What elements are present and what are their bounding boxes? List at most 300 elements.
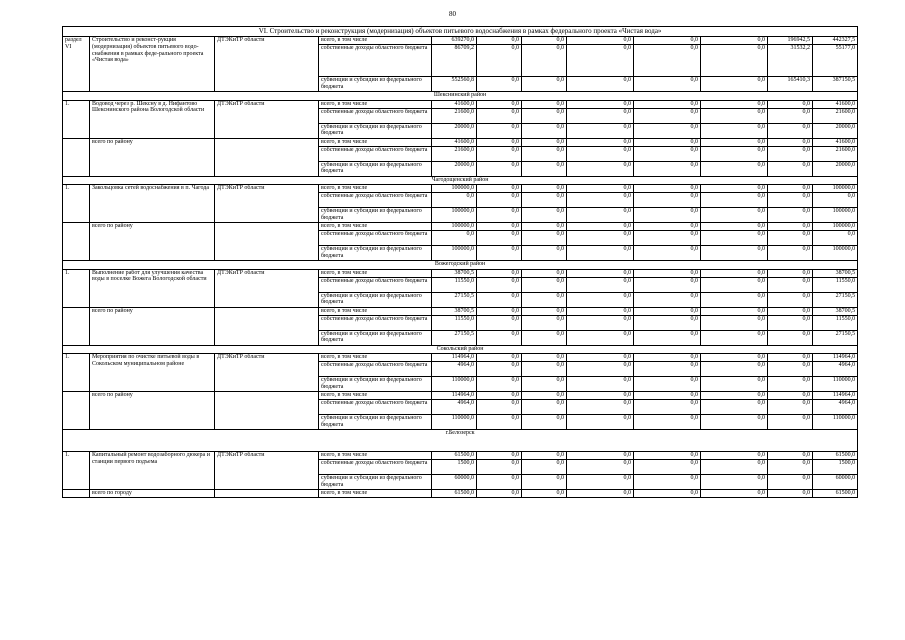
district-name: Шекснинский район xyxy=(63,92,858,101)
amount-cell: 38700,5 xyxy=(813,307,858,315)
amount-cell: 0,0 xyxy=(477,138,522,146)
amount-cell: 0,0 xyxy=(522,208,567,223)
amount-cell: 0,0 xyxy=(768,100,813,108)
amount-cell: 0,0 xyxy=(522,400,567,415)
amount-cell: 0,0 xyxy=(634,269,701,277)
amount-cell: 0,0 xyxy=(768,307,813,315)
amount-cell: 0,0 xyxy=(701,362,768,377)
district-row xyxy=(63,92,858,101)
amount-cell: 31532,2 xyxy=(768,45,813,77)
amount-cell: 41600,0 xyxy=(813,100,858,108)
amount-cell: 165410,3 xyxy=(768,77,813,92)
funding-source: всего, в том числе xyxy=(319,452,432,460)
funding-source: всего, в том числе xyxy=(319,269,432,277)
amount-cell: 0,0 xyxy=(634,354,701,362)
amount-cell: 0,0 xyxy=(701,269,768,277)
amount-cell: 100000,0 xyxy=(813,246,858,261)
amount-cell: 0,0 xyxy=(477,330,522,345)
object-name: Закольцовка сетей водоснабжения в п. Чагода xyxy=(90,185,215,223)
amount-cell: 110000,0 xyxy=(432,415,477,430)
amount-cell: 0,0 xyxy=(634,392,701,400)
amount-cell: 4964,0 xyxy=(432,400,477,415)
amount-cell: 387150,5 xyxy=(813,77,858,92)
funding-source: всего, в том числе xyxy=(319,138,432,146)
funding-source: собственные доходы областного бюджета xyxy=(319,193,432,208)
amount-cell: 0,0 xyxy=(634,475,701,490)
district-row xyxy=(63,345,858,354)
amount-cell: 38700,5 xyxy=(432,307,477,315)
row-number xyxy=(63,223,90,261)
amount-cell: 38700,5 xyxy=(813,269,858,277)
amount-cell: 114964,0 xyxy=(432,354,477,362)
amount-cell: 4964,0 xyxy=(432,362,477,377)
amount-cell: 0,0 xyxy=(768,269,813,277)
amount-cell: 0,0 xyxy=(522,377,567,392)
amount-cell: 20000,0 xyxy=(813,161,858,176)
row-number: 1. xyxy=(63,100,90,138)
amount-cell: 0,0 xyxy=(634,185,701,193)
table-row xyxy=(63,185,858,193)
row-number xyxy=(63,307,90,345)
table-title-row xyxy=(63,27,858,37)
amount-cell: 0,0 xyxy=(701,138,768,146)
amount-cell: 0,0 xyxy=(477,100,522,108)
funding-source: субвенции и субсидии из федерального бюджета xyxy=(319,123,432,138)
amount-cell: 100000,0 xyxy=(432,246,477,261)
amount-cell: 0,0 xyxy=(701,231,768,246)
amount-cell: 0,0 xyxy=(567,45,634,77)
amount-cell: 0,0 xyxy=(701,223,768,231)
amount-cell: 61500,0 xyxy=(813,490,858,498)
budget-table xyxy=(62,26,858,498)
executor: ДТЭКиТР области xyxy=(215,37,319,92)
funding-source: всего, в том числе xyxy=(319,100,432,108)
amount-cell: 0,0 xyxy=(477,246,522,261)
amount-cell: 0,0 xyxy=(701,400,768,415)
executor: ДТЭКиТР области xyxy=(215,354,319,392)
amount-cell: 0,0 xyxy=(634,77,701,92)
amount-cell: 0,0 xyxy=(768,231,813,246)
district-name: Вожегодский район xyxy=(63,261,858,270)
object-name: всего по району xyxy=(90,223,215,261)
amount-cell: 0,0 xyxy=(768,138,813,146)
executor xyxy=(215,223,319,261)
amount-cell: 0,0 xyxy=(477,108,522,123)
amount-cell: 0,0 xyxy=(701,246,768,261)
amount-cell: 20000,0 xyxy=(432,123,477,138)
amount-cell: 0,0 xyxy=(567,415,634,430)
amount-cell: 0,0 xyxy=(522,415,567,430)
amount-cell: 1500,0 xyxy=(432,460,477,475)
amount-cell: 0,0 xyxy=(522,161,567,176)
amount-cell: 0,0 xyxy=(634,362,701,377)
funding-source: субвенции и субсидии из федерального бюджета xyxy=(319,475,432,490)
executor: ДТЭКиТР области xyxy=(215,185,319,223)
amount-cell: 0,0 xyxy=(701,193,768,208)
row-number: 1. xyxy=(63,354,90,392)
amount-cell: 11550,0 xyxy=(813,315,858,330)
amount-cell: 0,0 xyxy=(634,452,701,460)
amount-cell: 0,0 xyxy=(567,123,634,138)
amount-cell: 60000,0 xyxy=(432,475,477,490)
executor xyxy=(215,138,319,176)
amount-cell: 0,0 xyxy=(634,161,701,176)
amount-cell: 100000,0 xyxy=(813,223,858,231)
amount-cell: 0,0 xyxy=(768,123,813,138)
amount-cell: 4964,0 xyxy=(813,400,858,415)
amount-cell: 0,0 xyxy=(634,138,701,146)
amount-cell: 0,0 xyxy=(477,307,522,315)
district-row xyxy=(63,176,858,185)
row-number xyxy=(63,490,90,498)
amount-cell: 0,0 xyxy=(522,354,567,362)
district-name: Чагодощенский район xyxy=(63,176,858,185)
amount-cell: 100000,0 xyxy=(432,223,477,231)
funding-source: собственные доходы областного бюджета xyxy=(319,231,432,246)
amount-cell: 21600,0 xyxy=(813,146,858,161)
object-name: всего по району xyxy=(90,138,215,176)
amount-cell: 0,0 xyxy=(768,208,813,223)
funding-source: собственные доходы областного бюджета xyxy=(319,400,432,415)
amount-cell: 0,0 xyxy=(634,490,701,498)
executor: ДТЭКиТР области xyxy=(215,452,319,490)
amount-cell: 0,0 xyxy=(634,292,701,307)
amount-cell: 0,0 xyxy=(634,415,701,430)
amount-cell: 0,0 xyxy=(567,108,634,123)
row-number xyxy=(63,392,90,430)
amount-cell: 4964,0 xyxy=(813,362,858,377)
district-row xyxy=(63,430,858,452)
funding-source: всего, в том числе xyxy=(319,185,432,193)
amount-cell: 0,0 xyxy=(701,161,768,176)
amount-cell: 0,0 xyxy=(567,475,634,490)
amount-cell: 0,0 xyxy=(567,277,634,292)
amount-cell: 0,0 xyxy=(634,37,701,45)
row-number: 1. xyxy=(63,185,90,223)
funding-source: собственные доходы областного бюджета xyxy=(319,108,432,123)
amount-cell: 0,0 xyxy=(567,193,634,208)
amount-cell: 11550,0 xyxy=(432,315,477,330)
amount-cell: 0,0 xyxy=(567,100,634,108)
object-name: Мероприятия по очистке питьевой воды в Сокольском муниципальном районе xyxy=(90,354,215,392)
row-number: раздел VI xyxy=(63,37,90,92)
funding-source: всего, в том числе xyxy=(319,392,432,400)
amount-cell: 21600,0 xyxy=(432,108,477,123)
amount-cell: 0,0 xyxy=(522,307,567,315)
amount-cell: 0,0 xyxy=(567,185,634,193)
amount-cell: 0,0 xyxy=(701,37,768,45)
amount-cell: 0,0 xyxy=(567,452,634,460)
amount-cell: 20000,0 xyxy=(432,161,477,176)
amount-cell: 21600,0 xyxy=(813,108,858,123)
table-row xyxy=(63,392,858,400)
amount-cell: 110000,0 xyxy=(813,415,858,430)
amount-cell: 27150,5 xyxy=(432,330,477,345)
amount-cell: 0,0 xyxy=(477,161,522,176)
funding-source: всего, в том числе xyxy=(319,354,432,362)
amount-cell: 0,0 xyxy=(522,146,567,161)
amount-cell: 0,0 xyxy=(522,315,567,330)
amount-cell: 0,0 xyxy=(634,108,701,123)
funding-source: всего, в том числе xyxy=(319,490,432,498)
object-name: всего по городу xyxy=(90,490,215,498)
amount-cell: 0,0 xyxy=(567,490,634,498)
amount-cell: 0,0 xyxy=(522,452,567,460)
amount-cell: 114964,0 xyxy=(813,392,858,400)
amount-cell: 0,0 xyxy=(477,475,522,490)
executor xyxy=(215,490,319,498)
funding-source: субвенции и субсидии из федерального бюджета xyxy=(319,292,432,307)
table-row xyxy=(63,223,858,231)
amount-cell: 0,0 xyxy=(432,231,477,246)
amount-cell: 0,0 xyxy=(477,208,522,223)
amount-cell: 0,0 xyxy=(701,77,768,92)
amount-cell: 0,0 xyxy=(477,452,522,460)
amount-cell: 0,0 xyxy=(522,185,567,193)
amount-cell: 552560,8 xyxy=(432,77,477,92)
funding-source: субвенции и субсидии из федерального бюджета xyxy=(319,246,432,261)
amount-cell: 0,0 xyxy=(522,77,567,92)
amount-cell: 0,0 xyxy=(477,146,522,161)
amount-cell: 0,0 xyxy=(477,292,522,307)
amount-cell: 0,0 xyxy=(477,223,522,231)
amount-cell: 110000,0 xyxy=(432,377,477,392)
amount-cell: 0,0 xyxy=(567,231,634,246)
amount-cell: 0,0 xyxy=(477,377,522,392)
amount-cell: 0,0 xyxy=(634,460,701,475)
amount-cell: 41600,0 xyxy=(432,138,477,146)
amount-cell: 38700,5 xyxy=(432,269,477,277)
amount-cell: 0,0 xyxy=(701,185,768,193)
amount-cell: 0,0 xyxy=(477,269,522,277)
table-title: VI. Строительство и реконструкция (модернизация) объектов питьевого водоснабжения в рамках федерального проекта «Чистая вода» xyxy=(63,27,858,37)
funding-source: собственные доходы областного бюджета xyxy=(319,146,432,161)
amount-cell: 0,0 xyxy=(768,193,813,208)
amount-cell: 0,0 xyxy=(701,452,768,460)
amount-cell: 0,0 xyxy=(522,269,567,277)
amount-cell: 114964,0 xyxy=(432,392,477,400)
amount-cell: 0,0 xyxy=(634,123,701,138)
object-name: Строительство и реконст-рукция (модернизация) объектов питьевого водо-снабжения в рамках феде-рального проекта «Чистая вода» xyxy=(90,37,215,92)
amount-cell: 0,0 xyxy=(477,77,522,92)
amount-cell: 61500,0 xyxy=(432,490,477,498)
table-row xyxy=(63,269,858,277)
amount-cell: 0,0 xyxy=(634,100,701,108)
amount-cell: 0,0 xyxy=(634,193,701,208)
amount-cell: 0,0 xyxy=(768,452,813,460)
executor: ДТЭКиТР области xyxy=(215,269,319,307)
amount-cell: 0,0 xyxy=(768,392,813,400)
amount-cell: 0,0 xyxy=(701,100,768,108)
amount-cell: 0,0 xyxy=(477,460,522,475)
amount-cell: 0,0 xyxy=(634,330,701,345)
amount-cell: 0,0 xyxy=(477,362,522,377)
amount-cell: 0,0 xyxy=(522,138,567,146)
district-row xyxy=(63,261,858,270)
object-name: Выполнение работ для улучшения качества воды в поселке Вожега Вологодской области xyxy=(90,269,215,307)
funding-source: собственные доходы областного бюджета xyxy=(319,315,432,330)
amount-cell: 0,0 xyxy=(522,362,567,377)
amount-cell: 60000,0 xyxy=(813,475,858,490)
amount-cell: 0,0 xyxy=(634,45,701,77)
amount-cell: 0,0 xyxy=(522,277,567,292)
amount-cell: 0,0 xyxy=(634,208,701,223)
object-name: всего по району xyxy=(90,392,215,430)
amount-cell: 110000,0 xyxy=(813,377,858,392)
amount-cell: 0,0 xyxy=(522,45,567,77)
amount-cell: 0,0 xyxy=(477,277,522,292)
amount-cell: 0,0 xyxy=(634,231,701,246)
row-number: 1. xyxy=(63,452,90,490)
amount-cell: 0,0 xyxy=(701,315,768,330)
table-row xyxy=(63,307,858,315)
amount-cell: 100000,0 xyxy=(813,185,858,193)
amount-cell: 0,0 xyxy=(567,269,634,277)
executor xyxy=(215,307,319,345)
amount-cell: 0,0 xyxy=(701,307,768,315)
amount-cell: 0,0 xyxy=(477,315,522,330)
amount-cell: 100000,0 xyxy=(432,185,477,193)
amount-cell: 0,0 xyxy=(634,315,701,330)
amount-cell: 0,0 xyxy=(477,354,522,362)
object-name: Капитальный ремонт водозаборного дюкера и станции первого подъема xyxy=(90,452,215,490)
amount-cell: 0,0 xyxy=(701,460,768,475)
table-row xyxy=(63,100,858,108)
amount-cell: 27150,5 xyxy=(813,292,858,307)
amount-cell: 0,0 xyxy=(768,185,813,193)
row-number xyxy=(63,138,90,176)
amount-cell: 0,0 xyxy=(701,354,768,362)
table-row xyxy=(63,354,858,362)
amount-cell: 0,0 xyxy=(522,330,567,345)
amount-cell: 442327,5 xyxy=(813,37,858,45)
page-number: 80 xyxy=(449,10,456,18)
amount-cell: 27150,5 xyxy=(813,330,858,345)
amount-cell: 0,0 xyxy=(567,354,634,362)
funding-source: собственные доходы областного бюджета xyxy=(319,460,432,475)
funding-source: субвенции и субсидии из федерального бюджета xyxy=(319,415,432,430)
amount-cell: 0,0 xyxy=(813,231,858,246)
amount-cell: 0,0 xyxy=(477,231,522,246)
amount-cell: 0,0 xyxy=(522,108,567,123)
object-name: всего по району xyxy=(90,307,215,345)
amount-cell: 0,0 xyxy=(567,392,634,400)
amount-cell: 41600,0 xyxy=(813,138,858,146)
amount-cell: 0,0 xyxy=(768,354,813,362)
district-name: Сокольский район xyxy=(63,345,858,354)
amount-cell: 114964,0 xyxy=(813,354,858,362)
amount-cell: 0,0 xyxy=(522,490,567,498)
amount-cell: 0,0 xyxy=(522,231,567,246)
amount-cell: 0,0 xyxy=(813,193,858,208)
table-row xyxy=(63,452,858,460)
amount-cell: 0,0 xyxy=(701,45,768,77)
amount-cell: 0,0 xyxy=(567,362,634,377)
amount-cell: 0,0 xyxy=(477,392,522,400)
amount-cell: 11550,0 xyxy=(813,277,858,292)
amount-cell: 0,0 xyxy=(701,415,768,430)
amount-cell: 0,0 xyxy=(701,123,768,138)
amount-cell: 0,0 xyxy=(522,123,567,138)
amount-cell: 0,0 xyxy=(701,330,768,345)
amount-cell: 27150,5 xyxy=(432,292,477,307)
amount-cell: 0,0 xyxy=(634,307,701,315)
amount-cell: 0,0 xyxy=(768,246,813,261)
amount-cell: 0,0 xyxy=(768,490,813,498)
amount-cell: 0,0 xyxy=(768,161,813,176)
amount-cell: 21600,0 xyxy=(432,146,477,161)
amount-cell: 100000,0 xyxy=(432,208,477,223)
amount-cell: 55177,0 xyxy=(813,45,858,77)
funding-source: собственные доходы областного бюджета xyxy=(319,277,432,292)
amount-cell: 0,0 xyxy=(768,146,813,161)
amount-cell: 0,0 xyxy=(701,208,768,223)
amount-cell: 0,0 xyxy=(768,292,813,307)
amount-cell: 0,0 xyxy=(567,292,634,307)
amount-cell: 0,0 xyxy=(567,223,634,231)
amount-cell: 1500,0 xyxy=(813,460,858,475)
amount-cell: 11550,0 xyxy=(432,277,477,292)
amount-cell: 0,0 xyxy=(477,185,522,193)
amount-cell: 0,0 xyxy=(567,208,634,223)
amount-cell: 0,0 xyxy=(701,146,768,161)
amount-cell: 86709,2 xyxy=(432,45,477,77)
amount-cell: 0,0 xyxy=(768,362,813,377)
amount-cell: 100000,0 xyxy=(813,208,858,223)
amount-cell: 0,0 xyxy=(522,460,567,475)
funding-source: собственные доходы областного бюджета xyxy=(319,45,432,77)
funding-source: субвенции и субсидии из федерального бюджета xyxy=(319,377,432,392)
funding-source: всего, в том числе xyxy=(319,37,432,45)
amount-cell: 0,0 xyxy=(768,330,813,345)
row-number: 1. xyxy=(63,269,90,307)
amount-cell: 0,0 xyxy=(701,490,768,498)
amount-cell: 0,0 xyxy=(634,223,701,231)
amount-cell: 0,0 xyxy=(522,292,567,307)
table-row xyxy=(63,37,858,45)
amount-cell: 0,0 xyxy=(634,277,701,292)
amount-cell: 0,0 xyxy=(522,100,567,108)
amount-cell: 0,0 xyxy=(634,246,701,261)
funding-source: субвенции и субсидии из федерального бюджета xyxy=(319,208,432,223)
amount-cell: 0,0 xyxy=(567,330,634,345)
amount-cell: 0,0 xyxy=(701,108,768,123)
amount-cell: 0,0 xyxy=(522,193,567,208)
amount-cell: 0,0 xyxy=(522,223,567,231)
amount-cell: 639270,0 xyxy=(432,37,477,45)
funding-source: субвенции и субсидии из федерального бюджета xyxy=(319,77,432,92)
amount-cell: 0,0 xyxy=(522,475,567,490)
amount-cell: 0,0 xyxy=(768,415,813,430)
amount-cell: 0,0 xyxy=(567,77,634,92)
executor: ДТЭКиТР области xyxy=(215,100,319,138)
table-row xyxy=(63,138,858,146)
object-name: Водовод через р. Шексну в д. Нифантово Шекснинского района Вологодской области xyxy=(90,100,215,138)
amount-cell: 0,0 xyxy=(768,377,813,392)
amount-cell: 0,0 xyxy=(567,146,634,161)
funding-source: всего, в том числе xyxy=(319,307,432,315)
amount-cell: 0,0 xyxy=(567,315,634,330)
amount-cell: 0,0 xyxy=(701,377,768,392)
amount-cell: 0,0 xyxy=(432,193,477,208)
amount-cell: 0,0 xyxy=(522,37,567,45)
executor xyxy=(215,392,319,430)
amount-cell: 0,0 xyxy=(634,400,701,415)
table-row xyxy=(63,490,858,498)
amount-cell: 0,0 xyxy=(768,223,813,231)
amount-cell: 196942,5 xyxy=(768,37,813,45)
amount-cell: 0,0 xyxy=(768,108,813,123)
